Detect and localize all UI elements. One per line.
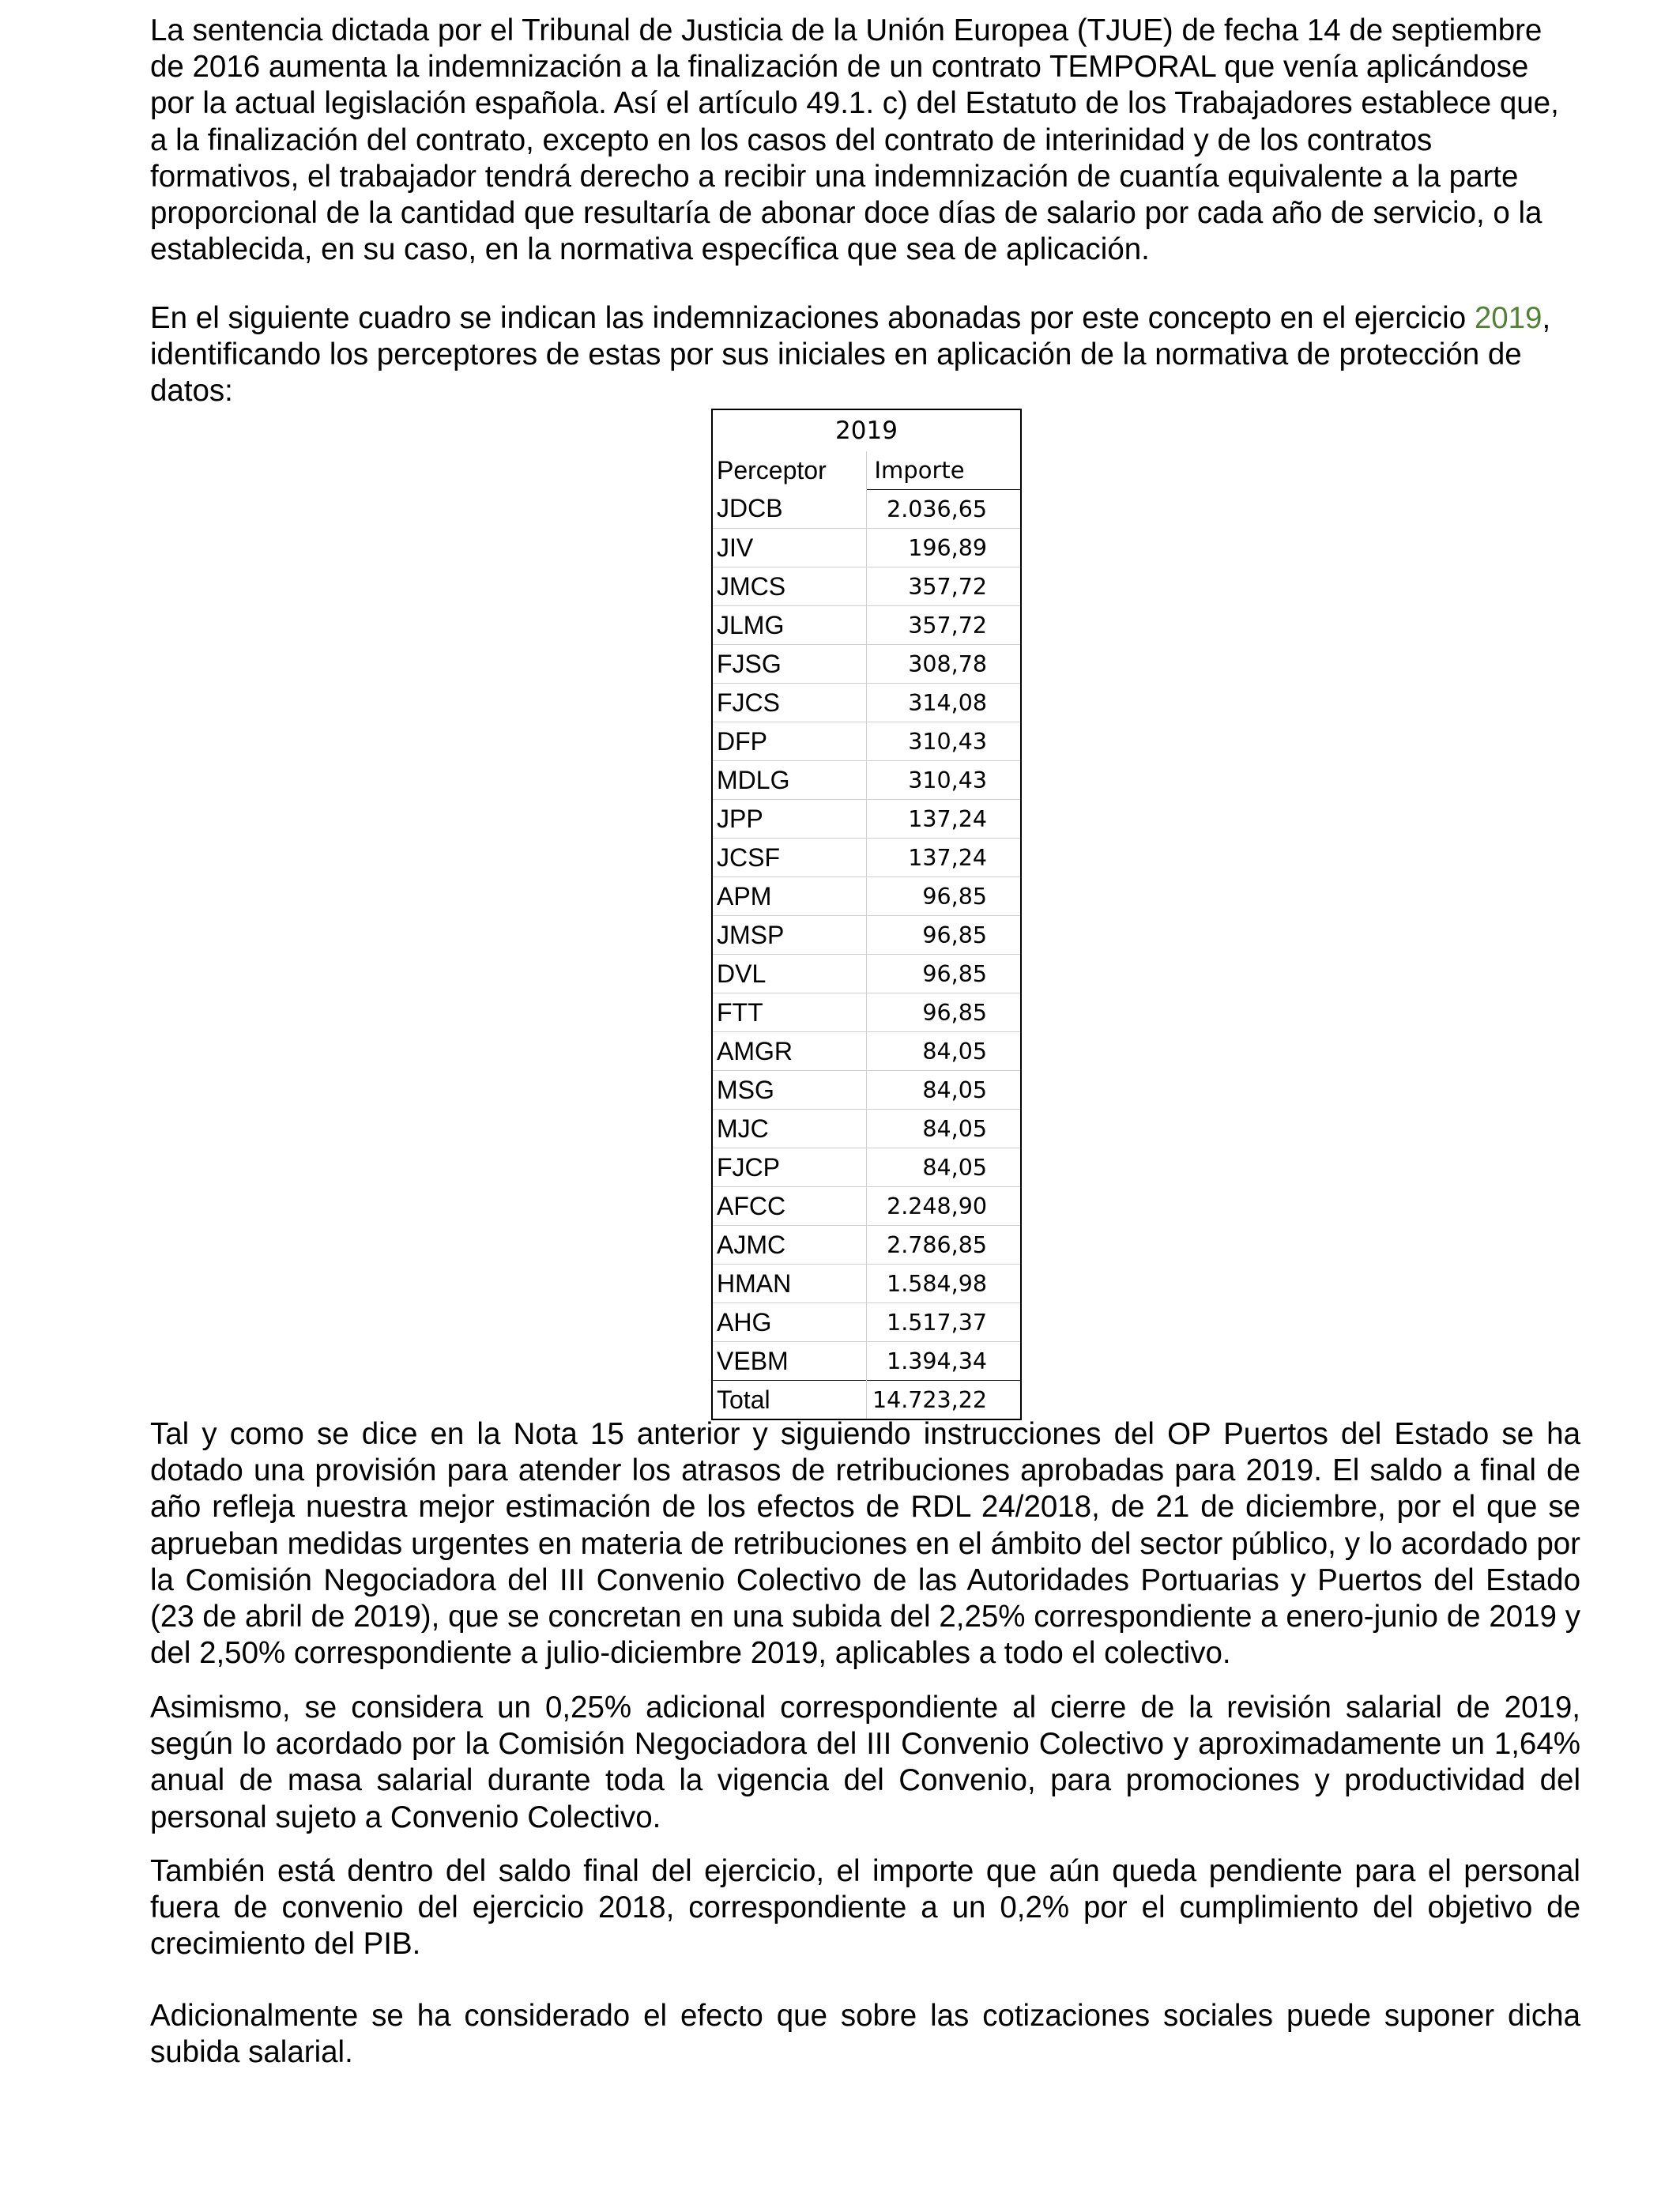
importe-cell: 84,05 <box>866 1148 1021 1187</box>
perceptor-cell: AJMC <box>712 1226 866 1265</box>
table-row <box>712 1265 1021 1303</box>
perceptor-cell: AMGR <box>712 1032 866 1071</box>
perceptor-cell: MJC <box>712 1110 866 1148</box>
body-paragraph-6: Adicionalmente se ha considerado el efecto que sobre las cotizaciones sociales puede suponer dicha subida salarial. <box>150 1999 1580 2070</box>
perceptor-cell: DVL <box>712 955 866 993</box>
importe-cell: 310,43 <box>866 722 1021 761</box>
intro-paragraph-2-start: En el siguiente cuadro se indican las indemnizaciones abonadas por este concepto en el ejercicio <box>150 301 1475 335</box>
table-row <box>712 993 1021 1032</box>
table-row <box>712 1226 1021 1265</box>
importe-cell: 1.394,34 <box>887 1348 987 1374</box>
table-row <box>712 490 1021 529</box>
perceptor-cell: HMAN <box>712 1265 866 1303</box>
importe-cell: 2.786,85 <box>866 1226 1021 1265</box>
table-total-row <box>712 1381 1021 1420</box>
perceptor-cell: FJCP <box>712 1148 866 1187</box>
importe-cell: 314,08 <box>866 684 1021 722</box>
perceptor-cell: VEBM <box>712 1342 866 1381</box>
perceptor-cell: JMCS <box>712 567 866 606</box>
perceptor-cell: FJSG <box>712 645 866 684</box>
perceptor-cell: MDLG <box>712 761 866 800</box>
perceptor-cell: JDCB <box>712 490 866 529</box>
perceptor-cell: FTT <box>712 993 866 1032</box>
perceptor-cell: MSG <box>712 1071 866 1110</box>
importe-cell: 2.036,65 <box>866 490 1021 529</box>
body-paragraph-5: También está dentro del saldo final del ejercicio, el importe que aún queda pendiente para el personal fuera de convenio del ejercicio 2018, correspondiente a un 0,2% por el cumplimiento del objetivo de crecimiento del PIB. <box>150 1854 1580 1962</box>
perceptor-cell: JPP <box>712 800 866 839</box>
perceptor-cell: JLMG <box>712 606 866 645</box>
column-header-perceptor: Perceptor <box>712 451 866 490</box>
importe-cell: 84,05 <box>866 1110 1021 1148</box>
table-row <box>712 684 1021 722</box>
body-paragraph-3: Tal y como se dice en la Nota 15 anterior y siguiendo instrucciones del OP Puertos del Estado se ha dotado una provisión para atender los atrasos de retribuciones aprobadas para 2019. El saldo a final de año refleja nuestra mejor estimación de los efectos de RDL 24/2018, de 21 de diciembre, por el que se aprueban medidas urgentes en materia de retribuciones en el ámbito del sector público, y lo acordado por la Comisión Negociadora del III Convenio Colectivo de las Autoridades Portuarias y Puertos del Estado (23 de abril de 2019), que se concretan en una subida del 2,25% correspondiente a enero-junio de 2019 y del 2,50% correspondiente a julio-diciembre 2019, aplicables a todo el colectivo. <box>150 1417 1580 1671</box>
importe-cell: 137,24 <box>866 839 1021 877</box>
perceptor-cell: FJCS <box>712 684 866 722</box>
total-amount: 14.723,22 <box>866 1381 1021 1420</box>
perceptor-cell: JCSF <box>712 839 866 877</box>
perceptor-cell: AFCC <box>712 1187 866 1226</box>
importe-cell: 357,72 <box>866 606 1021 645</box>
perceptor-cell: AHG <box>712 1303 866 1342</box>
perceptor-cell: APM <box>712 877 866 916</box>
table-year-header: 2019 <box>835 417 898 445</box>
intro-paragraph-1: La sentencia dictada por el Tribunal de Justicia de la Unión Europea (TJUE) de fecha 14 de septiembre de 2016 aumenta la indemnización a la finalización de un contrato TEMPORAL que venía aplicándose por la actual legislación española. Así el artículo 49.1. c) del Estatuto de los Trabajadores establece que, a la finalización del contrato, excepto en los casos del contrato de interinidad y de los contratos formativos, el trabajador tendrá derecho a recibir una indemnización de cuantía equivalente a la parte proporcional de la cantidad que resultaría de abonar doce días de salario por cada año de servicio, o la establecida, en su caso, en la normativa específica que sea de aplicación. <box>150 13 1559 267</box>
table-row <box>712 1303 1021 1342</box>
importe-cell: 1.584,98 <box>866 1265 1021 1303</box>
importe-cell: 84,05 <box>866 1071 1021 1110</box>
table-row <box>712 1148 1021 1187</box>
table-row <box>712 1110 1021 1148</box>
table-row <box>712 877 1021 916</box>
highlighted-year: 2019 <box>1474 301 1543 335</box>
perceptor-cell: JMSP <box>712 916 866 955</box>
table-row <box>712 1071 1021 1110</box>
table-row <box>712 955 1021 993</box>
table-row <box>712 1187 1021 1226</box>
importe-cell: 308,78 <box>866 645 1021 684</box>
importe-cell: 84,05 <box>866 1032 1021 1071</box>
importe-cell: 1.517,37 <box>866 1303 1021 1342</box>
intro-paragraph-2 <box>150 300 1580 410</box>
column-header-importe: Importe <box>866 451 1021 490</box>
indemnity-table <box>711 409 1022 1420</box>
table-row <box>712 1032 1021 1071</box>
total-label: Total <box>712 1381 866 1420</box>
intro-paragraph-2-end: , identificando los perceptores de estas por sus iniciales en aplicación de la normativa de protección de datos: <box>150 301 1551 409</box>
table-row <box>712 916 1021 955</box>
importe-cell: 96,85 <box>866 955 1021 993</box>
perceptor-cell: DFP <box>712 722 866 761</box>
table-row <box>712 645 1021 684</box>
importe-cell: 96,85 <box>866 993 1021 1032</box>
table-row <box>712 839 1021 877</box>
table-row <box>712 1342 1021 1381</box>
importe-cell: 310,43 <box>866 761 1021 800</box>
table-row <box>712 722 1021 761</box>
table-row <box>712 606 1021 645</box>
table-body <box>712 490 1021 1381</box>
table-row <box>712 800 1021 839</box>
importe-cell: 96,85 <box>866 916 1021 955</box>
body-paragraph-4: Asimismo, se considera un 0,25% adicional correspondiente al cierre de la revisión salarial de 2019, según lo acordado por la Comisión Negociadora del III Convenio Colectivo y aproximadamente un 1,64% anual de masa salarial durante toda la vigencia del Convenio, para promociones y productividad del personal sujeto a Convenio Colectivo. <box>150 1691 1580 1834</box>
table-row <box>712 761 1021 800</box>
importe-cell: 357,72 <box>866 567 1021 606</box>
perceptor-cell: JIV <box>712 529 866 567</box>
importe-cell: 96,85 <box>866 877 1021 916</box>
table-row <box>712 529 1021 567</box>
importe-cell: 196,89 <box>866 529 1021 567</box>
importe-cell: 2.248,90 <box>866 1187 1021 1226</box>
importe-cell: 137,24 <box>866 800 1021 839</box>
table-row <box>712 567 1021 606</box>
